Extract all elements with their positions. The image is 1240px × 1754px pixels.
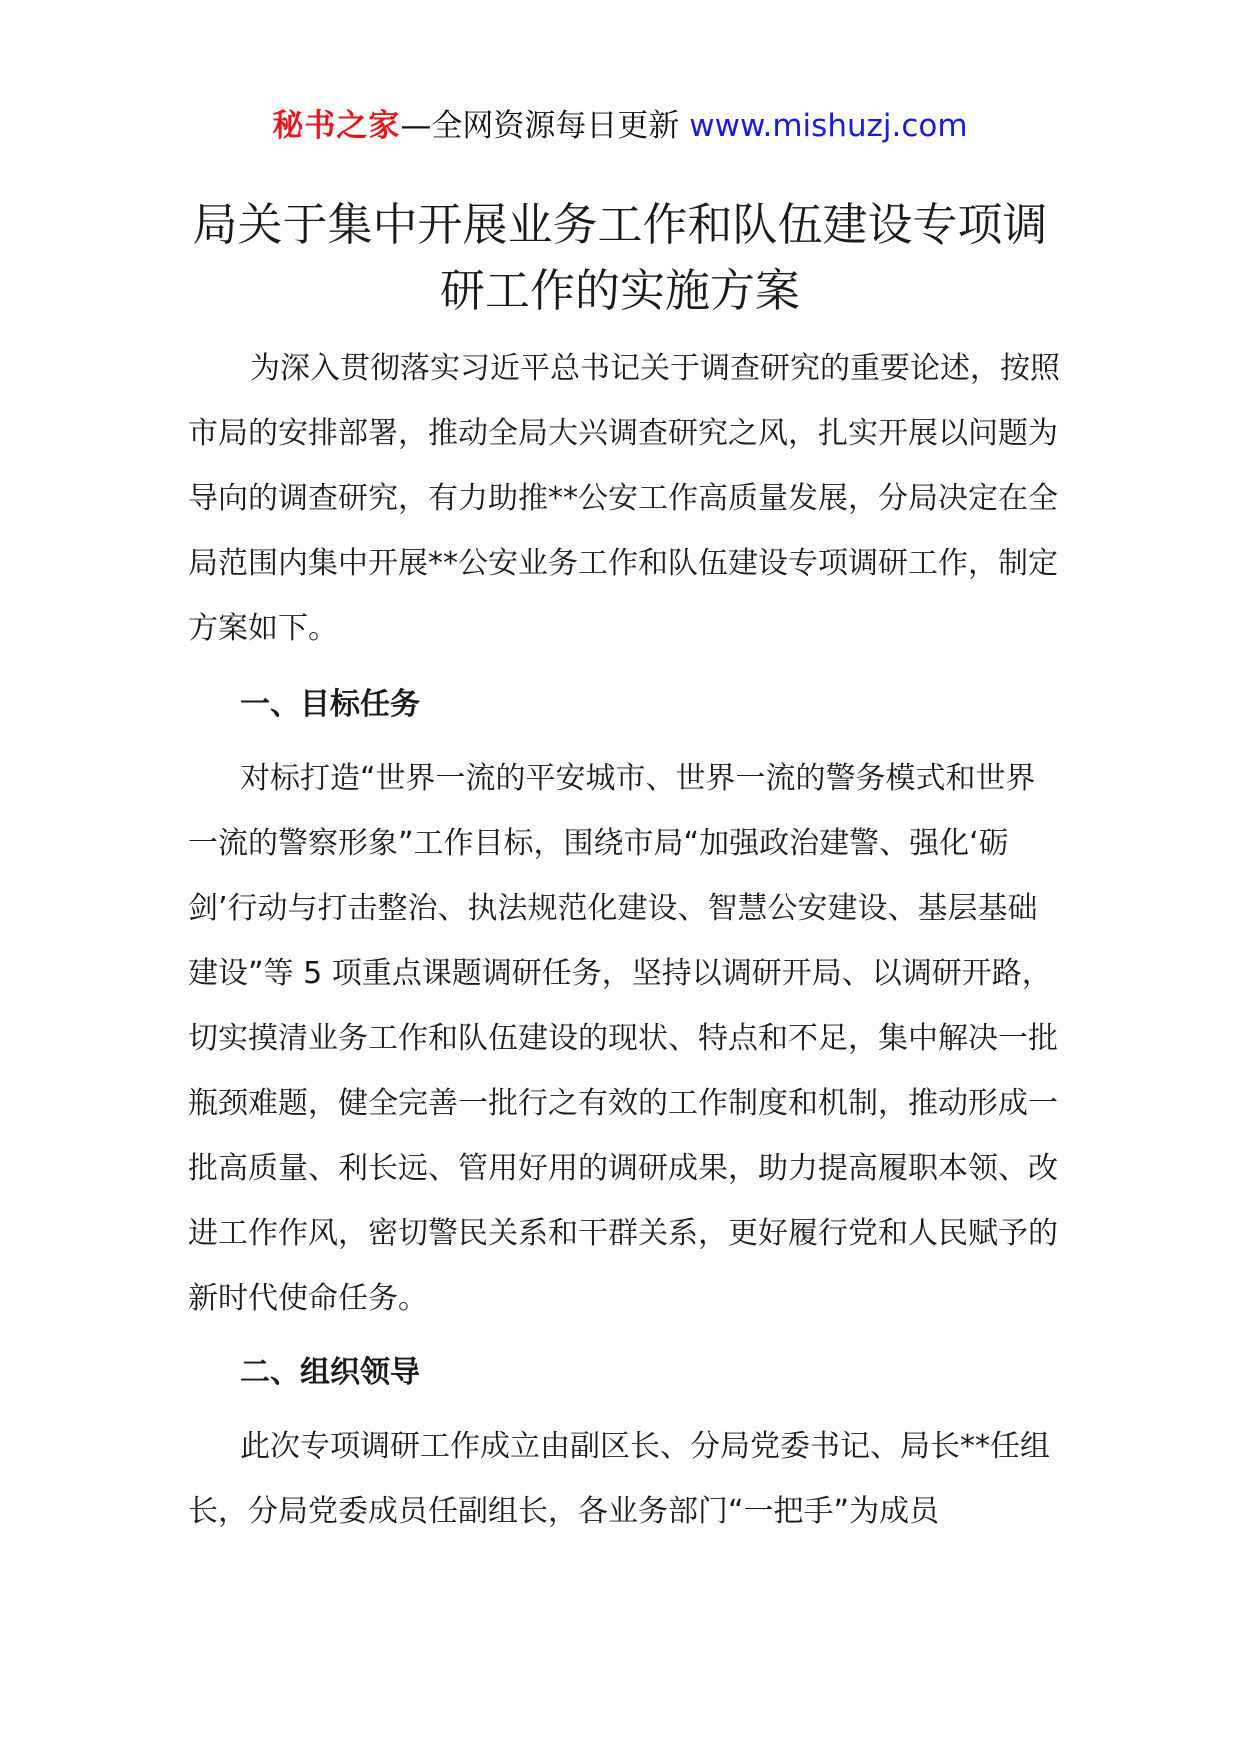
banner-tagline: —全网资源每日更新 — [400, 108, 680, 144]
site-banner — [0, 104, 1240, 148]
brand-name: 秘书之家 — [272, 108, 401, 144]
document-title: 局关于集中开展业务工作和队伍建设专项调研工作的实施方案 — [192, 198, 1048, 317]
section-heading-leadership: 二、组织领导 — [240, 1355, 420, 1390]
site-url-link[interactable]: www.mishuzj.com — [689, 108, 968, 144]
section-body-leadership: 此次专项调研工作成立由副区长、分局党委书记、局长**任组长，分局党委成员任副组长，各业务部门“一把手”为成员 — [188, 1429, 1050, 1529]
section-heading-goals: 一、目标任务 — [240, 687, 420, 722]
intro-paragraph: 为深入贯彻落实习近平总书记关于调查研究的重要论述，按照市局的安排部署，推动全局大兴调查研究之风，扎实开展以问题为导向的调查研究，有力助推**公安工作高质量发展，分局决定在全局范围内集中开展**公安业务工作和队伍建设专项调研工作，制定方案如下。 — [188, 351, 1060, 646]
section-body-goals: 对标打造“世界一流的平安城市、世界一流的警务模式和世界一流的警察形象”工作目标，围绕市局“加强政治建警、强化‘砺剑’行动与打击整治、执法规范化建设、智慧公安建设、基层基础建设”等 5 项重点课题调研任务，坚持以调研开局、以调研开路，切实摸清业务工作和队伍建设的现状、特点和不足，集中解决一批瓶颈难题，健全完善一批行之有效的工作制度和机制，推动形成一批高质量、利长远、管用好用的调研成果，助力提高履职本领、改进工作作风，密切警民关系和干群关系，更好履行党和人民赋予的新时代使命任务。 — [188, 761, 1058, 1316]
